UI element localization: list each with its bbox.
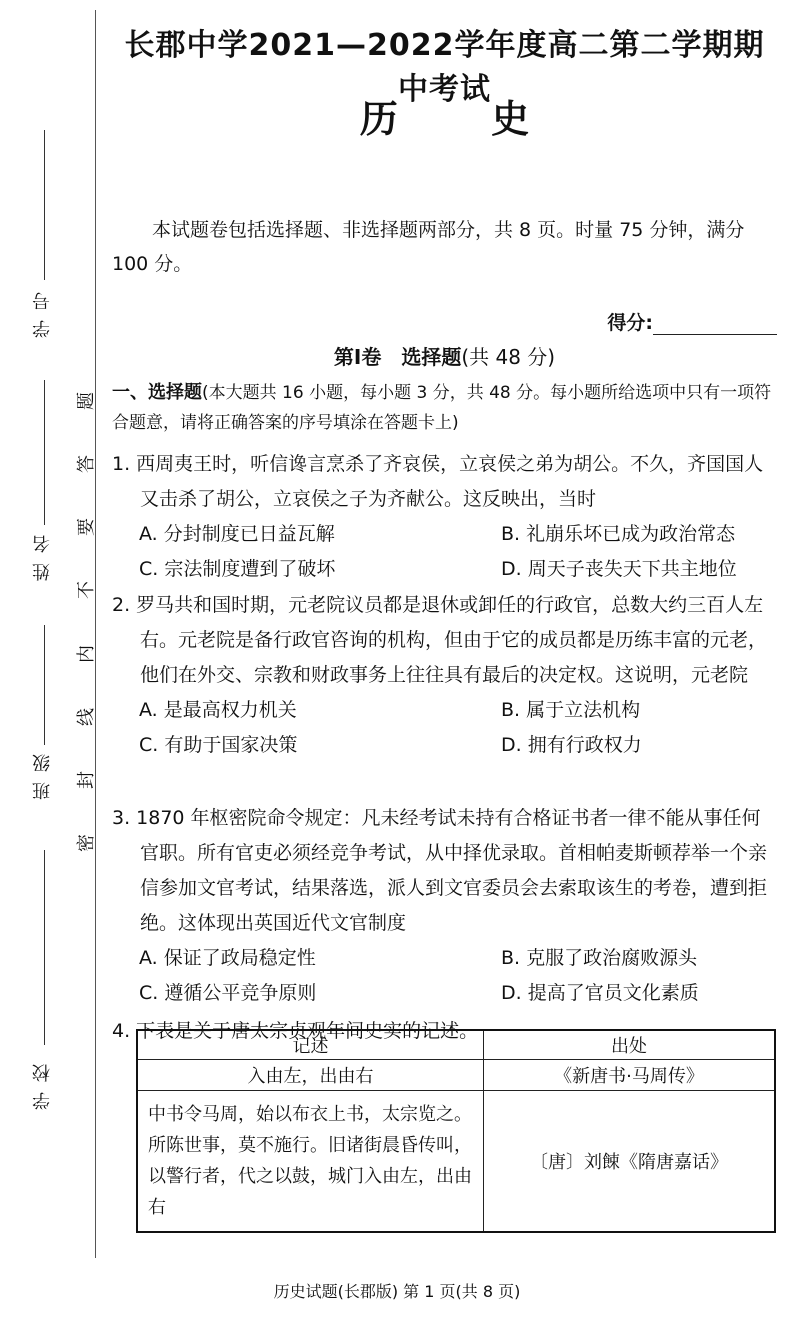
option-b: B. 克服了政治腐败源头 xyxy=(501,947,698,969)
seal-text xyxy=(73,392,101,852)
option-a: A. 分封制度已日益瓦解 xyxy=(139,523,335,545)
student-id-label: 学 号 xyxy=(32,290,53,338)
table-row xyxy=(137,1091,775,1233)
question-stem: 3. 1870 年枢密院命令规定：凡未经考试未持有合格证书者一律不能从事任何官职。所有官吏必须经竞争考试，从中择优录取。首相帕麦斯顿荐举一个亲信参加文官考试，结果落选，派人到文官委员会去索取该生的考卷，遭到拒绝。这体现出英国近代文官制度 xyxy=(112,807,768,934)
section-points: (共 48 分) xyxy=(461,345,556,369)
seal-char: 答 xyxy=(76,455,97,474)
exam-intro: 本试题卷包括选择题、非选择题两部分，共 8 页。时量 75 分钟，满分 100 分。 xyxy=(112,219,745,275)
class-label: 班 级 xyxy=(32,752,53,800)
seal-char: 密 xyxy=(76,833,97,852)
instructions xyxy=(112,378,777,438)
question-2 xyxy=(112,588,777,763)
question-3 xyxy=(112,801,777,1011)
name-line xyxy=(44,380,45,525)
option-c: C. 遵循公平竞争原则 xyxy=(139,982,317,1004)
exam-title: 长郡中学2021—2022学年度高二第二学期期中考试 xyxy=(124,28,765,107)
class-line xyxy=(44,625,45,745)
table-cell: 〔唐〕刘餗《隋唐嘉话》 xyxy=(484,1091,776,1233)
option-c: C. 有助于国家决策 xyxy=(139,734,298,756)
student-id-line xyxy=(44,130,45,280)
option-c: C. 宗法制度遭到了破坏 xyxy=(139,558,336,580)
option-a: A. 保证了政局稳定性 xyxy=(139,947,316,969)
option-b: B. 礼崩乐坏已成为政治常态 xyxy=(501,523,736,545)
table-row xyxy=(137,1060,775,1091)
seal-char: 封 xyxy=(76,770,97,789)
option-d: D. 拥有行政权力 xyxy=(501,734,642,756)
score-blank xyxy=(653,314,777,335)
score-field xyxy=(607,308,777,335)
name-label: 姓 名 xyxy=(32,533,53,581)
options xyxy=(112,517,777,587)
seal-char: 不 xyxy=(76,581,97,600)
question-stem: 4. 下表是关于唐太宗贞观年间史实的记述。 xyxy=(112,1020,479,1042)
table-header: 记述 xyxy=(137,1030,484,1060)
subject-title: 历 史 xyxy=(359,97,570,141)
question-1 xyxy=(112,447,777,587)
seal-char: 题 xyxy=(76,392,97,410)
school-label: 学 校 xyxy=(32,1062,53,1110)
table-header: 出处 xyxy=(484,1030,776,1060)
question-stem: 2. 罗马共和国时期，元老院议员都是退休或卸任的行政官，总数大约三百人左右。元老院是备行政官咨询的机构，但由于它的成员都是历练丰富的元老，他们在外交、宗教和财政事务上往往具有最后的决定权。这说明，元老院 xyxy=(112,594,768,686)
options xyxy=(112,941,777,1011)
seal-line xyxy=(95,10,96,1258)
question-stem: 1. 西周夷王时，听信谗言烹杀了齐哀侯，立哀侯之弟为胡公。不久，齐国国人又击杀了胡公，立哀侯之子为齐献公。这反映出，当时 xyxy=(112,453,764,510)
option-d: D. 提高了官员文化素质 xyxy=(501,982,699,1004)
table-cell: 《新唐书·马周传》 xyxy=(484,1060,776,1091)
instructions-heading: 一、选择题 xyxy=(112,382,202,403)
table-header-row xyxy=(137,1030,775,1060)
instructions-text: (本大题共 16 小题，每小题 3 分，共 48 分。每小题所给选项中只有一项符合题意，请将正确答案的序号填涂在答题卡上) xyxy=(112,383,772,433)
table-cell: 中书令马周，始以布衣上书，太宗览之。所陈世事，莫不施行。旧诸街晨昏传叫，以警行者，代之以鼓，城门入由左，出由右 xyxy=(137,1091,484,1233)
page-footer: 历史试题(长郡版) 第 1 页(共 8 页) xyxy=(273,1282,521,1301)
section-title: 第Ⅰ卷 选择题 xyxy=(333,345,462,369)
seal-char: 线 xyxy=(76,707,97,726)
score-label: 得分: xyxy=(607,312,653,334)
history-table xyxy=(136,1029,776,1233)
option-b: B. 属于立法机构 xyxy=(501,699,641,721)
section-heading xyxy=(112,341,777,370)
options xyxy=(112,693,777,763)
table-cell: 入由左，出由右 xyxy=(137,1060,484,1091)
seal-char: 内 xyxy=(76,644,97,663)
school-line xyxy=(44,850,45,1045)
binding-margin xyxy=(0,0,110,1320)
seal-char: 要 xyxy=(76,518,97,537)
option-a: A. 是最高权力机关 xyxy=(139,699,297,721)
option-d: D. 周天子丧失天下共主地位 xyxy=(501,558,737,580)
